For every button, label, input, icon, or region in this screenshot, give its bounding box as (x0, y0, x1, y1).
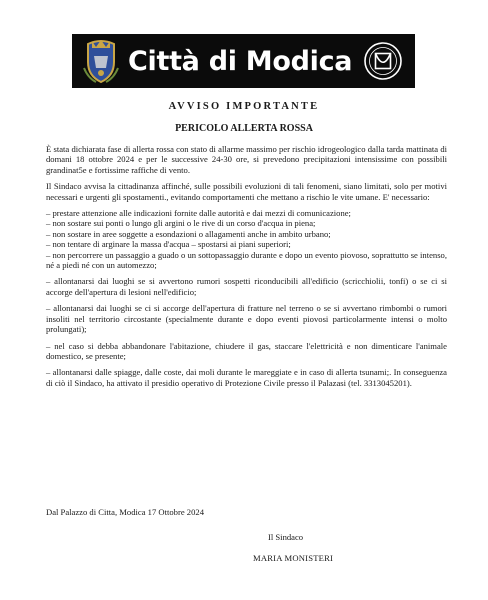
instruction-paragraph: – allontanarsi dalle spiagge, dalle coste, dai moli durante le mareggiate e in caso di allerta tsunami;. In conseguenza di ciò il Sindaco, ha attivato il presidio operativo di Protezione Civile presso il Palazasi (tel. 3313045201). (46, 367, 447, 388)
list-item: – non sostare sui ponti o lungo gli argini o le rive di un corso d'acqua in piena; (46, 218, 316, 229)
instruction-paragraph: – allontanarsi dai luoghi se si avvertono rumori sospetti riconducibili all'edificio (scricchiolii, tonfi) o se ci si accorge dell'apertura di lesioni nell'edificio; (46, 276, 447, 297)
advisory-paragraph: Il Sindaco avvisa la cittadinanza affinché, sulle possibili evoluzioni di tali fenomeni, siano limitati, solo per motivi necessari e urgenti gli spostamenti., evitando comportamenti che mettano a rischio le vite umane. E' necessario: (46, 181, 447, 202)
list-item: – non tentare di arginare la massa d'acqua – spostarsi ai piani superiori; (46, 239, 291, 250)
unesco-world-heritage-icon (363, 41, 403, 81)
list-item: – prestare attenzione alle indicazioni fornite dalle autorità e dai mezzi di comunicazione; (46, 208, 351, 219)
modica-coat-of-arms-icon (82, 38, 120, 84)
instruction-paragraph: – allontanarsi dai luoghi se ci si accorge dell'apertura di fratture nel terreno o se si avvertano rimbombi o rumori insoliti nel territorio circostante (specialmente durante e dopo eventi piovosi particolarmente intensi o molto prolungati); (46, 303, 447, 335)
list-item: – non percorrere un passaggio a guado o un sottopassaggio durante e dopo un evento piovoso, soprattutto se intenso, né a piedi né con un automezzo; (46, 249, 447, 271)
instruction-paragraph: – nel caso si debba abbandonare l'abitazione, chiudere il gas, staccare l'elettricità e non dimenticare l'animale domestico, se presente; (46, 340, 447, 361)
notice-body (46, 144, 447, 388)
signoff-name: MARIA MONISTERI (253, 553, 334, 563)
signoff-title: Il Sindaco (268, 532, 304, 542)
notice-title: AVVISO IMPORTANTE (168, 101, 320, 112)
banner-title: Città di Modica (128, 45, 353, 77)
intro-paragraph: È stata dichiarata fase di allerta rossa con stato di allarme massimo per rischio idrogeologico dalla tarda mattinata di domani 18 ottobre 2024 e per le successive 24-30 ore, si prevedono precipitazioni intensissime con possibili grandinat5e e fortissime raffiche di vento. (46, 144, 447, 175)
notice-subtitle: PERICOLO ALLERTA ROSSA (175, 123, 313, 134)
list-item: – non sostare in aree soggette a esondazioni o allagamenti anche in ambito urbano; (46, 228, 331, 239)
signoff-place-date: Dal Palazzo di Citta, Modica 17 Ottobre 2024 (46, 507, 204, 517)
city-banner (72, 34, 415, 88)
